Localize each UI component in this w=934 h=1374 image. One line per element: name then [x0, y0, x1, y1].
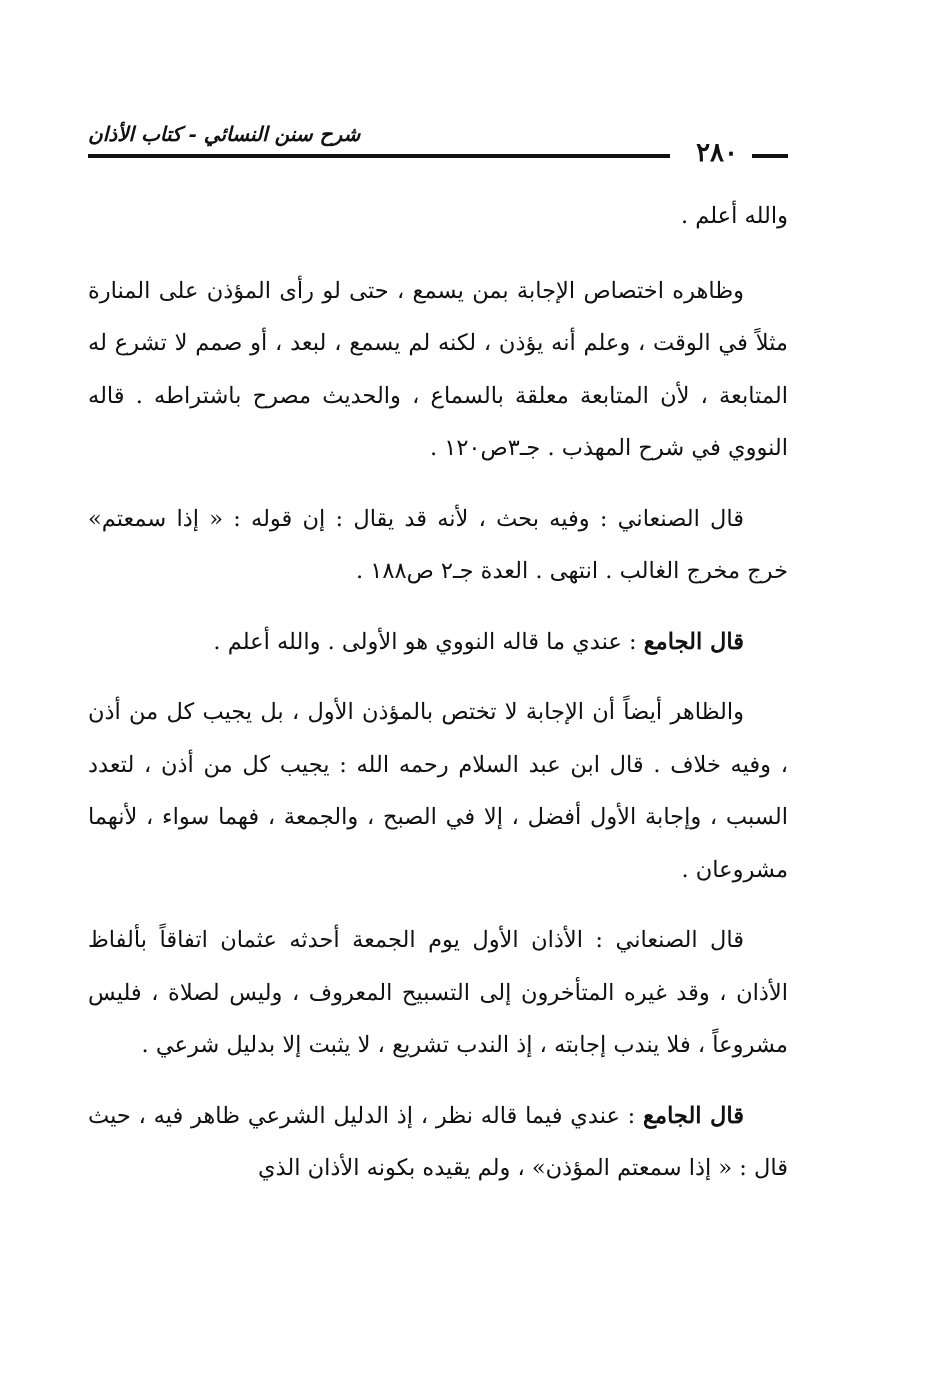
page-header: [88, 112, 788, 168]
paragraph-2: [88, 265, 788, 475]
paragraph-3: [88, 493, 788, 598]
paragraph-text: قال الصنعاني : وفيه بحث ، لأنه قد يقال : إن قوله : « إذا سمعتم» خرج مخرج الغالب . انتهى . العدة جـ٢ ص١٨٨ .: [88, 505, 788, 584]
paragraph-text: : عندي فيما قاله نظر ، إذ الدليل الشرعي ظاهر فيه ، حيث قال : « إذا سمعتم المؤذن» ، ولم يقيده بكونه الأذان الذي: [88, 1102, 788, 1181]
paragraph-text: قال الصنعاني : الأذان الأول يوم الجمعة أحدثه عثمان اتفاقاً بألفاظ الأذان ، وقد غيره المتأخرون إلى التسبيح المعروف ، وليس لصلاة ، فليس مشروعاً ، فلا يندب إجابته ، إذ الندب تشريع ، لا يثبت إلا بدليل شرعي .: [88, 927, 788, 1058]
paragraph-lead: قال الجامع: [643, 628, 744, 655]
paragraph-7: [88, 1090, 788, 1195]
paragraph-text: وظاهره اختصاص الإجابة بمن يسمع ، حتى لو رأى المؤذن على المنارة مثلاً في الوقت ، وعلم أنه يؤذن ، لكنه لم يسمع ، لبعد ، أو صمم لا تشرع له المتابعة ، لأن المتابعة معلقة بالسماع ، والحديث مصرح باشتراطه . قاله النووي في شرح المهذب . جـ٣ص١٢٠ .: [88, 277, 788, 461]
paragraph-6: [88, 914, 788, 1072]
paragraph-1: [88, 190, 788, 243]
paragraph-4: [88, 616, 788, 669]
page-body: [88, 190, 788, 1195]
paragraph-text: : عندي ما قاله النووي هو الأولى . والله أعلم .: [213, 628, 644, 655]
header-rule: [88, 154, 670, 158]
book-page: [88, 112, 788, 1213]
paragraph-5: [88, 686, 788, 896]
running-title: شرح سنن النسائي - كتاب الأذان: [88, 122, 361, 146]
page-number: ٢٨٠: [696, 138, 738, 168]
page-number-dash: [752, 154, 788, 158]
paragraph-lead: قال الجامع: [643, 1102, 744, 1129]
paragraph-text: والظاهر أيضاً أن الإجابة لا تختص بالمؤذن الأول ، بل يجيب كل من أذن ، وفيه خلاف . قال ابن عبد السلام رحمه الله : يجيب كل من أذن ، لتعدد السبب ، وإجابة الأول أفضل ، إلا في الصبح ، والجمعة ، فهما سواء ، لأنهما مشروعان .: [88, 699, 788, 883]
paragraph-text: والله أعلم .: [680, 203, 788, 229]
